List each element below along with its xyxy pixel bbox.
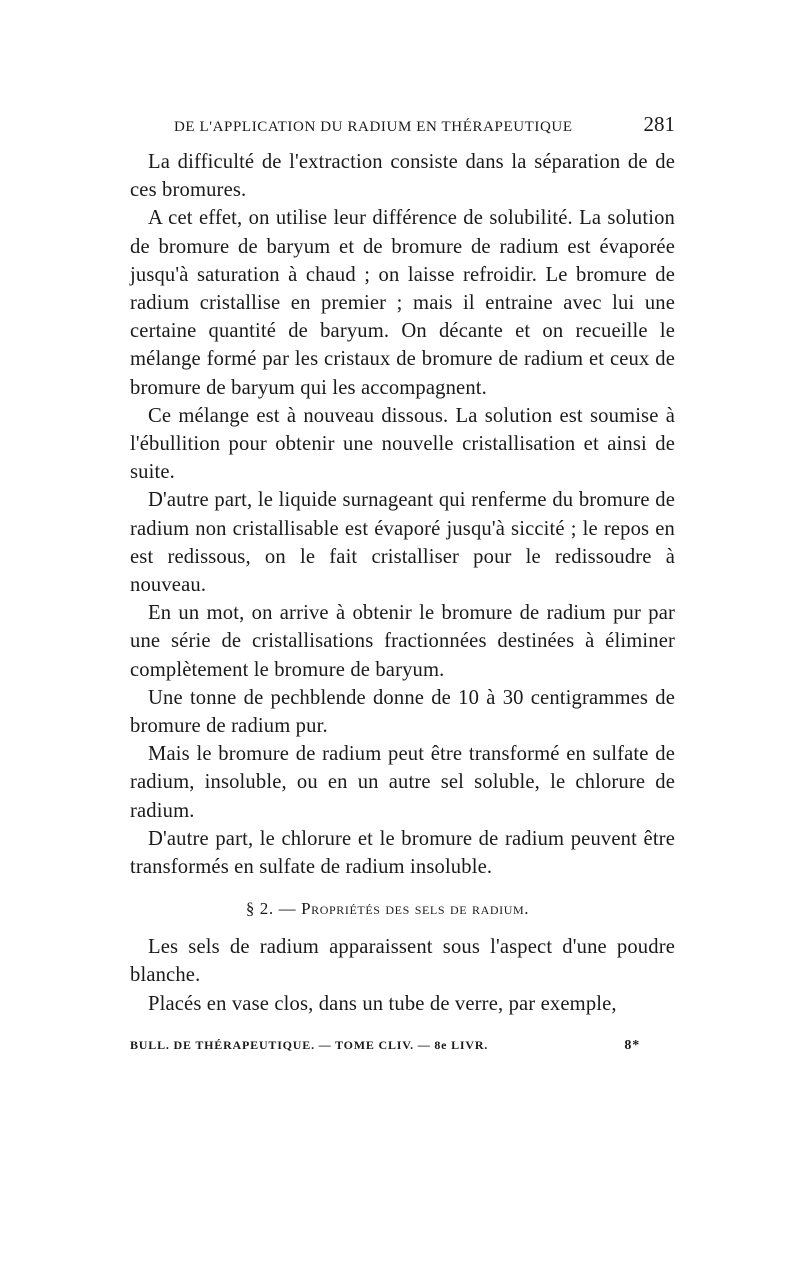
paragraph: D'autre part, le liquide surnageant qui renferme du bromure de radium non cristallisable est évaporé jusqu'à siccité ; le repos en est redissous, on le fait cristalliser pour le redissoudre à nouveau.: [130, 489, 675, 597]
paragraph: En un mot, on arrive à obtenir le bromure de radium pur par une série de cristallisations fractionnées destinées à éliminer complètement le bromure de baryum.: [130, 602, 675, 681]
running-head: [174, 112, 675, 148]
footer-imprint: BULL. DE THÉRAPEUTIQUE. — TOME CLIV. — 8e LIVR.: [130, 1038, 489, 1052]
paragraph: Ce mélange est à nouveau dissous. La solution est soumise à l'ébullition pour obtenir une nouvelle cristallisation et ainsi de suite.: [130, 404, 675, 484]
paragraph: Les sels de radium apparaissent sous l'aspect d'une poudre blanche.: [130, 936, 675, 987]
paragraph: La difficulté de l'extraction consiste dans la séparation de de ces bromures.: [130, 151, 675, 202]
paragraph: Une tonne de pechblende donne de 10 à 30 centigrammes de bromure de radium pur.: [130, 686, 675, 738]
paragraph: Placés en vase clos, dans un tube de verre, par exemple,: [148, 992, 617, 1015]
running-title: DE L'APPLICATION DU RADIUM EN THÉRAPEUTIQUE: [174, 119, 573, 135]
footer: [130, 1038, 640, 1054]
signature-mark: 8*: [624, 1038, 640, 1053]
paragraph: Mais le bromure de radium peut être transformé en sulfate de radium, insoluble, ou en un autre sel soluble, le chlorure de radium.: [130, 743, 675, 822]
paragraph: D'autre part, le chlorure et le bromure de radium peuvent être transformés en sulfate de radium insoluble.: [130, 827, 675, 879]
body-text: [130, 148, 675, 881]
page-number: 281: [643, 112, 675, 136]
section-title: Propriétés des sels de radium.: [301, 899, 530, 919]
section-number: § 2. —: [245, 899, 297, 919]
body-text-continued: [130, 933, 675, 1018]
page: [130, 112, 675, 1018]
paragraph: A cet effet, on utilise leur différence de solubilité. La solution de bromure de baryum et de bromure de radium est évaporée jusqu'à saturation à chaud ; on laisse refroidir. Le bromure de radium cristallise en premier ; mais il entraine avec lui une certaine quantité de baryum. On décante et on recueille le mélange formé par les cristaux de bromure de radium et ceux de bromure de baryum qui les accompagnent.: [130, 207, 675, 399]
section-heading: [130, 899, 675, 919]
